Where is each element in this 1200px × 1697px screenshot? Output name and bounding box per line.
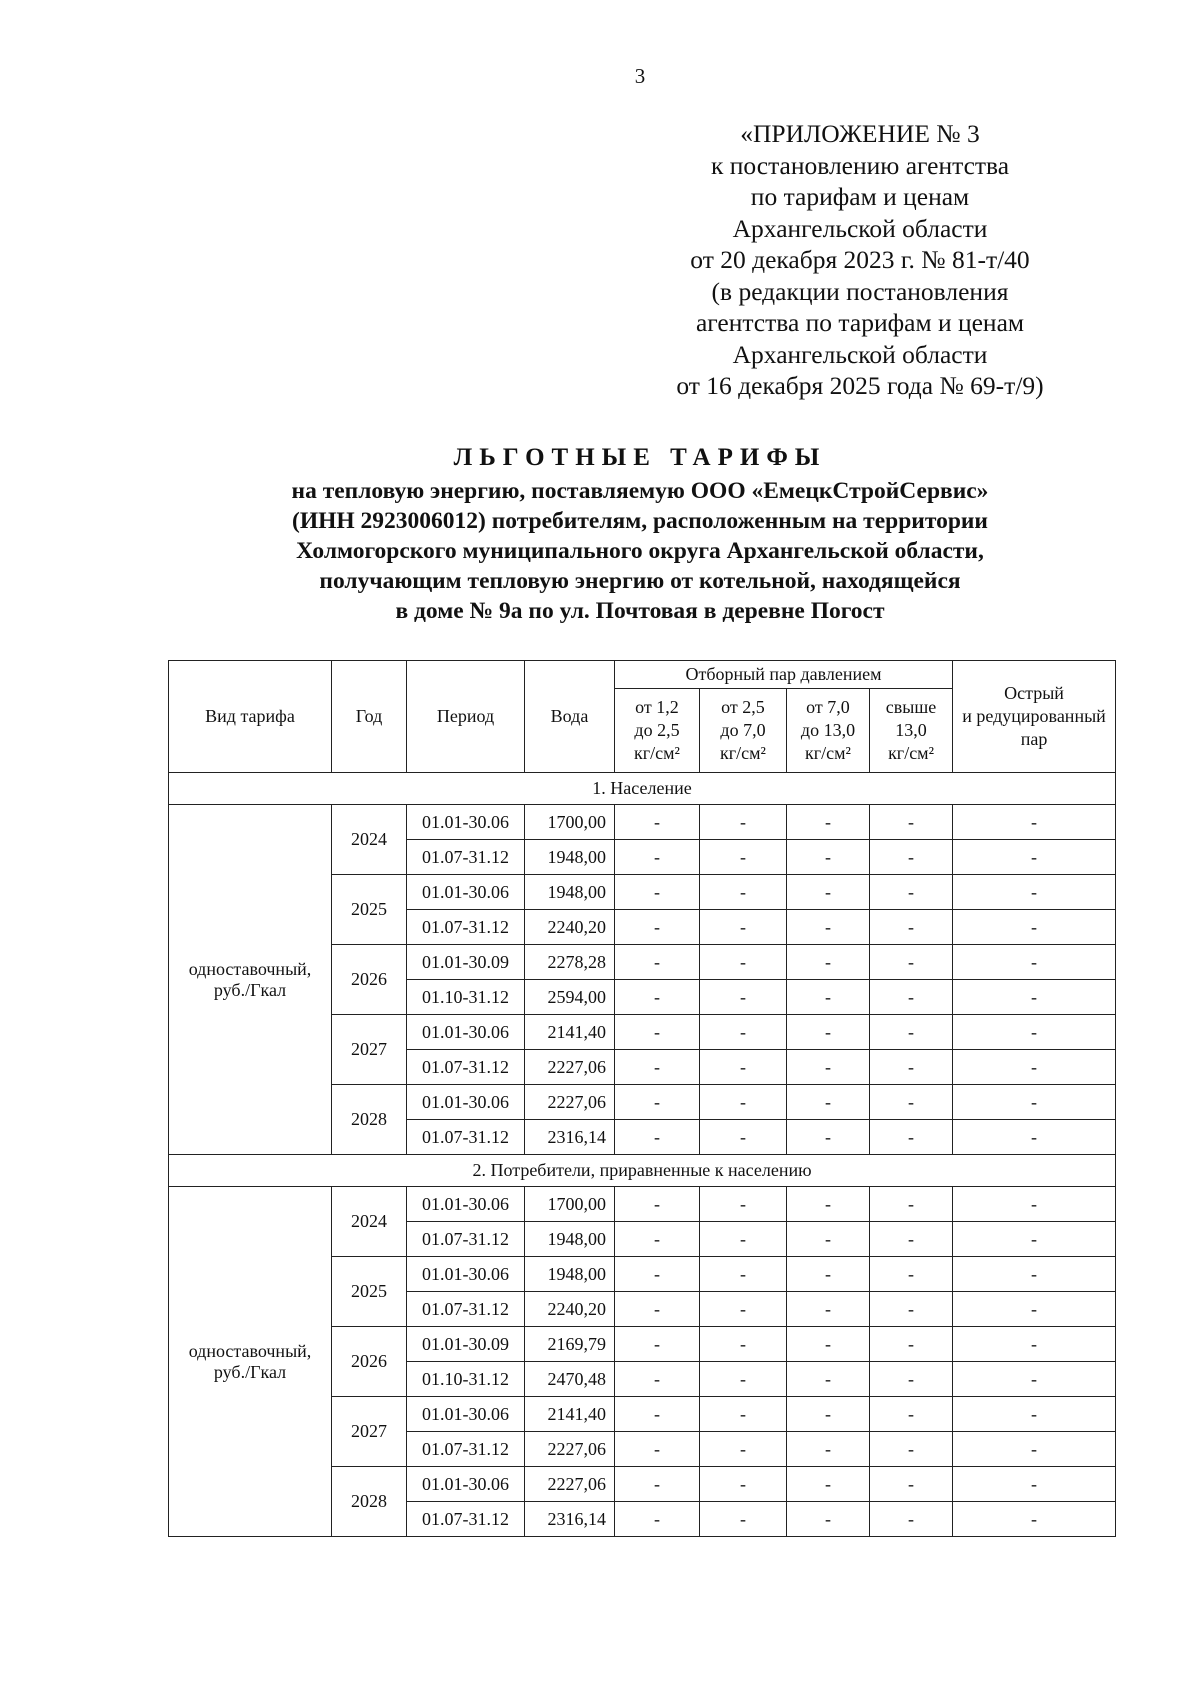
year-cell: 2026 (332, 945, 407, 1015)
empty-value-cell: - (787, 1292, 870, 1327)
header-water: Вода (525, 661, 615, 773)
empty-value-cell: - (615, 1257, 700, 1292)
empty-value-cell: - (870, 840, 953, 875)
water-price-cell: 2240,20 (525, 910, 615, 945)
section-row (169, 773, 1116, 805)
empty-value-cell: - (870, 1502, 953, 1537)
header-sharp-line: Острый (1004, 683, 1064, 703)
period-cell: 01.07-31.12 (407, 1292, 525, 1327)
empty-value-cell: - (870, 1120, 953, 1155)
period-cell: 01.01-30.06 (407, 805, 525, 840)
empty-value-cell: - (870, 1362, 953, 1397)
document-title: ЛЬГОТНЫЕ ТАРИФЫ (453, 444, 827, 471)
empty-value-cell: - (700, 1432, 787, 1467)
period-cell: 01.01-30.06 (407, 1257, 525, 1292)
empty-value-cell: - (953, 805, 1116, 840)
tariff-type-line: руб./Гкал (213, 1361, 287, 1382)
empty-value-cell: - (953, 1467, 1116, 1502)
empty-value-cell: - (787, 910, 870, 945)
empty-value-cell: - (615, 1292, 700, 1327)
empty-value-cell: - (787, 1362, 870, 1397)
empty-value-cell: - (615, 1050, 700, 1085)
year-cell: 2024 (332, 805, 407, 875)
document-heading (80, 440, 1200, 626)
empty-value-cell: - (953, 1050, 1116, 1085)
period-cell: 01.07-31.12 (407, 1120, 525, 1155)
header-steam-line: кг/см² (805, 743, 851, 763)
subtitle-line: Холмогорского муниципального округа Архангельской области, (296, 538, 984, 564)
appendix-line: «ПРИЛОЖЕНИЕ № 3 (740, 119, 980, 148)
empty-value-cell: - (700, 1502, 787, 1537)
header-steam-line: кг/см² (634, 743, 680, 763)
empty-value-cell: - (787, 1432, 870, 1467)
empty-value-cell: - (870, 1050, 953, 1085)
header-steam-line: кг/см² (888, 743, 934, 763)
empty-value-cell: - (953, 1187, 1116, 1222)
empty-value-cell: - (953, 840, 1116, 875)
water-price-cell: 2169,79 (525, 1327, 615, 1362)
empty-value-cell: - (787, 1327, 870, 1362)
header-steam-line: до 13,0 (800, 720, 856, 740)
subtitle-line: на тепловую энергию, поставляемую ООО «ЕмецкСтройСервис» (291, 478, 989, 504)
tariff-type-cell (169, 805, 332, 1155)
header-sharp-steam (953, 661, 1116, 773)
water-price-cell: 2227,06 (525, 1467, 615, 1502)
header-sharp-line: пар (1020, 729, 1048, 749)
tariff-type-line: одноставочный, (188, 1340, 312, 1361)
water-price-cell: 2227,06 (525, 1050, 615, 1085)
empty-value-cell: - (787, 805, 870, 840)
water-price-cell: 1948,00 (525, 840, 615, 875)
header-tariff-type: Вид тарифа (169, 661, 332, 773)
empty-value-cell: - (953, 910, 1116, 945)
empty-value-cell: - (870, 1292, 953, 1327)
empty-value-cell: - (870, 875, 953, 910)
tariff-type-line: одноставочный, (188, 958, 312, 979)
empty-value-cell: - (870, 1187, 953, 1222)
empty-value-cell: - (615, 805, 700, 840)
header-steam-line: от 1,2 (635, 697, 679, 717)
empty-value-cell: - (615, 1397, 700, 1432)
empty-value-cell: - (787, 1257, 870, 1292)
header-steam-line: до 2,5 (634, 720, 680, 740)
empty-value-cell: - (953, 1327, 1116, 1362)
water-price-cell: 1700,00 (525, 1187, 615, 1222)
empty-value-cell: - (953, 1362, 1116, 1397)
empty-value-cell: - (870, 1327, 953, 1362)
header-steam-3 (787, 689, 870, 773)
water-price-cell: 1700,00 (525, 805, 615, 840)
empty-value-cell: - (615, 945, 700, 980)
empty-value-cell: - (787, 1050, 870, 1085)
empty-value-cell: - (787, 945, 870, 980)
appendix-line: агентства по тарифам и ценам (695, 308, 1025, 337)
header-steam-group: Отборный пар давлением (615, 661, 953, 689)
period-cell: 01.10-31.12 (407, 980, 525, 1015)
empty-value-cell: - (615, 1362, 700, 1397)
header-sharp-line: и редуцированный (962, 706, 1106, 726)
empty-value-cell: - (870, 805, 953, 840)
water-price-cell: 2240,20 (525, 1292, 615, 1327)
appendix-line: Архангельской области (732, 339, 988, 369)
empty-value-cell: - (700, 1327, 787, 1362)
empty-value-cell: - (700, 1187, 787, 1222)
empty-value-cell: - (700, 1397, 787, 1432)
header-steam-line: свыше (885, 697, 937, 717)
empty-value-cell: - (700, 1467, 787, 1502)
empty-value-cell: - (870, 1432, 953, 1467)
empty-value-cell: - (953, 1222, 1116, 1257)
empty-value-cell: - (700, 1120, 787, 1155)
section-title: 2. Потребители, приравненные к населению (169, 1155, 1116, 1187)
tariff-table (168, 660, 1116, 1537)
empty-value-cell: - (870, 945, 953, 980)
year-cell: 2026 (332, 1327, 407, 1397)
tariff-type-cell (169, 1187, 332, 1537)
water-price-cell: 2141,40 (525, 1015, 615, 1050)
empty-value-cell: - (615, 980, 700, 1015)
appendix-line: (в редакции постановления (711, 276, 1009, 306)
period-cell: 01.07-31.12 (407, 840, 525, 875)
header-steam-line: 13,0 (895, 720, 927, 740)
empty-value-cell: - (953, 1292, 1116, 1327)
empty-value-cell: - (787, 980, 870, 1015)
empty-value-cell: - (870, 1222, 953, 1257)
period-cell: 01.07-31.12 (407, 1222, 525, 1257)
year-cell: 2028 (332, 1467, 407, 1537)
header-steam-2 (700, 689, 787, 773)
water-price-cell: 1948,00 (525, 1257, 615, 1292)
water-price-cell: 2594,00 (525, 980, 615, 1015)
water-price-cell: 2316,14 (525, 1502, 615, 1537)
water-price-cell: 2278,28 (525, 945, 615, 980)
appendix-line: по тарифам и ценам (750, 182, 970, 211)
empty-value-cell: - (953, 945, 1116, 980)
year-cell: 2025 (332, 1257, 407, 1327)
header-year: Год (332, 661, 407, 773)
empty-value-cell: - (615, 910, 700, 945)
appendix-line: от 20 декабря 2023 г. № 81-т/40 (690, 245, 1030, 274)
empty-value-cell: - (700, 945, 787, 980)
empty-value-cell: - (870, 980, 953, 1015)
water-price-cell: 2470,48 (525, 1362, 615, 1397)
period-cell: 01.07-31.12 (407, 1502, 525, 1537)
empty-value-cell: - (870, 1257, 953, 1292)
empty-value-cell: - (953, 875, 1116, 910)
year-cell: 2027 (332, 1397, 407, 1467)
period-cell: 01.07-31.12 (407, 910, 525, 945)
period-cell: 01.01-30.09 (407, 1327, 525, 1362)
empty-value-cell: - (953, 980, 1116, 1015)
header-steam-line: от 2,5 (721, 697, 765, 717)
water-price-cell: 1948,00 (525, 1222, 615, 1257)
header-steam-line: от 7,0 (806, 697, 850, 717)
empty-value-cell: - (700, 1257, 787, 1292)
empty-value-cell: - (787, 1502, 870, 1537)
empty-value-cell: - (787, 1085, 870, 1120)
empty-value-cell: - (787, 1015, 870, 1050)
tariff-type-line: руб./Гкал (213, 979, 287, 1000)
empty-value-cell: - (870, 1467, 953, 1502)
empty-value-cell: - (787, 840, 870, 875)
empty-value-cell: - (615, 1015, 700, 1050)
header-steam-line: до 7,0 (720, 720, 766, 740)
empty-value-cell: - (700, 1362, 787, 1397)
year-cell: 2025 (332, 875, 407, 945)
empty-value-cell: - (700, 1292, 787, 1327)
empty-value-cell: - (615, 1502, 700, 1537)
empty-value-cell: - (787, 1187, 870, 1222)
empty-value-cell: - (953, 1085, 1116, 1120)
empty-value-cell: - (953, 1015, 1116, 1050)
water-price-cell: 2227,06 (525, 1432, 615, 1467)
empty-value-cell: - (870, 910, 953, 945)
table-row (169, 805, 1116, 840)
subtitle-line: получающим тепловую энергию от котельной, находящейся (319, 568, 961, 594)
empty-value-cell: - (953, 1432, 1116, 1467)
empty-value-cell: - (700, 875, 787, 910)
appendix-line: Архангельской области (732, 213, 988, 243)
empty-value-cell: - (953, 1502, 1116, 1537)
empty-value-cell: - (700, 980, 787, 1015)
empty-value-cell: - (787, 1120, 870, 1155)
empty-value-cell: - (700, 1085, 787, 1120)
empty-value-cell: - (787, 1222, 870, 1257)
empty-value-cell: - (615, 1085, 700, 1120)
section-title: 1. Население (169, 773, 1116, 805)
period-cell: 01.01-30.06 (407, 1187, 525, 1222)
period-cell: 01.07-31.12 (407, 1432, 525, 1467)
empty-value-cell: - (615, 1222, 700, 1257)
appendix-block (560, 118, 1160, 402)
water-price-cell: 2141,40 (525, 1397, 615, 1432)
empty-value-cell: - (615, 1120, 700, 1155)
year-cell: 2028 (332, 1085, 407, 1155)
page-number: 3 (634, 64, 646, 88)
empty-value-cell: - (700, 910, 787, 945)
empty-value-cell: - (615, 1187, 700, 1222)
period-cell: 01.10-31.12 (407, 1362, 525, 1397)
subtitle-line: (ИНН 2923006012) потребителям, расположенным на территории (292, 508, 988, 534)
period-cell: 01.01-30.09 (407, 945, 525, 980)
period-cell: 01.01-30.06 (407, 1015, 525, 1050)
table-row (169, 1187, 1116, 1222)
empty-value-cell: - (953, 1397, 1116, 1432)
empty-value-cell: - (615, 875, 700, 910)
period-cell: 01.01-30.06 (407, 1467, 525, 1502)
header-period: Период (407, 661, 525, 773)
empty-value-cell: - (870, 1015, 953, 1050)
empty-value-cell: - (787, 875, 870, 910)
empty-value-cell: - (787, 1467, 870, 1502)
header-steam-1 (615, 689, 700, 773)
subtitle-line: в доме № 9а по ул. Почтовая в деревне Погост (395, 598, 885, 624)
empty-value-cell: - (615, 1327, 700, 1362)
water-price-cell: 2316,14 (525, 1120, 615, 1155)
header-steam-4 (870, 689, 953, 773)
period-cell: 01.01-30.06 (407, 875, 525, 910)
tariff-table-body (169, 773, 1116, 1537)
period-cell: 01.07-31.12 (407, 1050, 525, 1085)
period-cell: 01.01-30.06 (407, 1397, 525, 1432)
water-price-cell: 2227,06 (525, 1085, 615, 1120)
empty-value-cell: - (700, 805, 787, 840)
year-cell: 2027 (332, 1015, 407, 1085)
empty-value-cell: - (700, 1222, 787, 1257)
appendix-line: от 16 декабря 2025 года № 69-т/9) (676, 371, 1044, 400)
empty-value-cell: - (870, 1397, 953, 1432)
appendix-line: к постановлению агентства (710, 150, 1010, 180)
empty-value-cell: - (700, 1050, 787, 1085)
water-price-cell: 1948,00 (525, 875, 615, 910)
empty-value-cell: - (700, 1015, 787, 1050)
period-cell: 01.01-30.06 (407, 1085, 525, 1120)
empty-value-cell: - (615, 1467, 700, 1502)
empty-value-cell: - (700, 840, 787, 875)
empty-value-cell: - (953, 1120, 1116, 1155)
empty-value-cell: - (787, 1397, 870, 1432)
section-row (169, 1155, 1116, 1187)
empty-value-cell: - (953, 1257, 1116, 1292)
year-cell: 2024 (332, 1187, 407, 1257)
header-steam-line: кг/см² (720, 743, 766, 763)
empty-value-cell: - (870, 1085, 953, 1120)
empty-value-cell: - (615, 1432, 700, 1467)
empty-value-cell: - (615, 840, 700, 875)
